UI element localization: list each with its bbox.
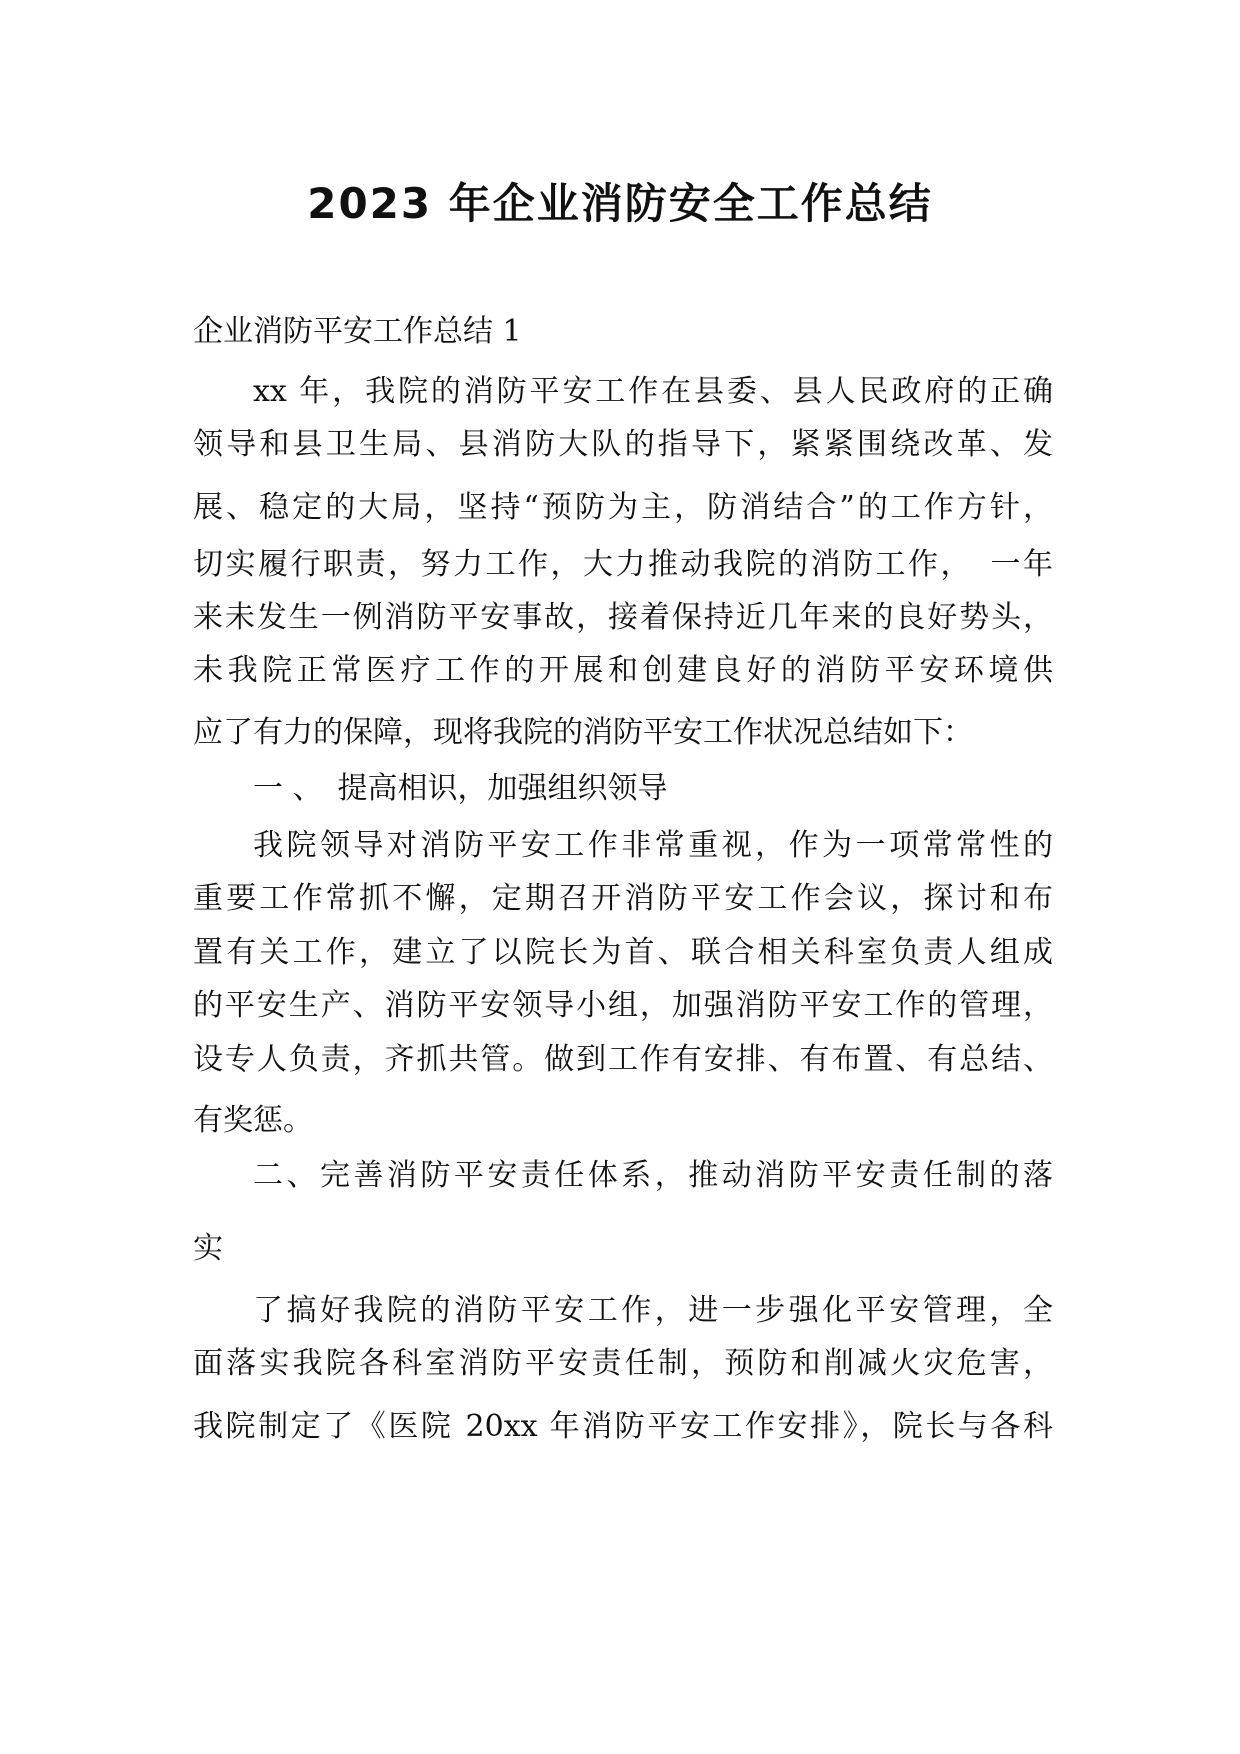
paragraph-line: 我院制定了《医院 20xx 年消防平安工作安排》，院长与各科 bbox=[193, 1409, 1053, 1444]
paragraph-line: 设专人负责，齐抓共管。做到工作有安排、有布置、有总结、 bbox=[193, 1042, 1053, 1077]
section-heading: 企业消防平安工作总结 1 bbox=[193, 314, 522, 349]
paragraph-line: xx 年，我院的消防平安工作在县委、县人民政府的正确 bbox=[253, 374, 1053, 409]
paragraph-line: 领导和县卫生局、县消防大队的指导下，紧紧围绕改革、发 bbox=[193, 427, 1053, 462]
paragraph-line: 切实履行职责，努力工作，大力推动我院的消防工作， 一年 bbox=[193, 547, 1053, 582]
subheading: 一 、 提高相识，加强组织领导 bbox=[253, 771, 668, 806]
subheading: 实 bbox=[193, 1231, 223, 1266]
paragraph-line: 置有关工作，建立了以院长为首、联合相关科室负责人组成 bbox=[193, 935, 1053, 970]
paragraph-line: 面落实我院各科室消防平安责任制，预防和削减火灾危害， bbox=[193, 1346, 1053, 1381]
paragraph-line: 展、稳定的大局，坚持“预防为主，防消结合”的工作方针， bbox=[193, 490, 1053, 525]
document-title: 2023 年企业消防安全工作总结 bbox=[307, 179, 933, 228]
paragraph-line: 来未发生一例消防平安事故，接着保持近几年来的良好势头， bbox=[193, 600, 1053, 635]
subheading: 二、完善消防平安责任体系，推动消防平安责任制的落 bbox=[253, 1158, 1053, 1193]
paragraph-line: 了搞好我院的消防平安工作，进一步强化平安管理，全 bbox=[253, 1293, 1053, 1328]
paragraph-line: 未我院正常医疗工作的开展和创建良好的消防平安环境供 bbox=[193, 653, 1053, 688]
paragraph-line: 重要工作常抓不懈，定期召开消防平安工作会议，探讨和布 bbox=[193, 881, 1053, 916]
paragraph-line: 的平安生产、消防平安领导小组，加强消防平安工作的管理， bbox=[193, 988, 1053, 1023]
paragraph-line: 应了有力的保障，现将我院的消防平安工作状况总结如下： bbox=[193, 715, 973, 750]
paragraph-line: 我院领导对消防平安工作非常重视，作为一项常常性的 bbox=[253, 828, 1053, 863]
paragraph-line: 有奖惩。 bbox=[193, 1103, 313, 1138]
